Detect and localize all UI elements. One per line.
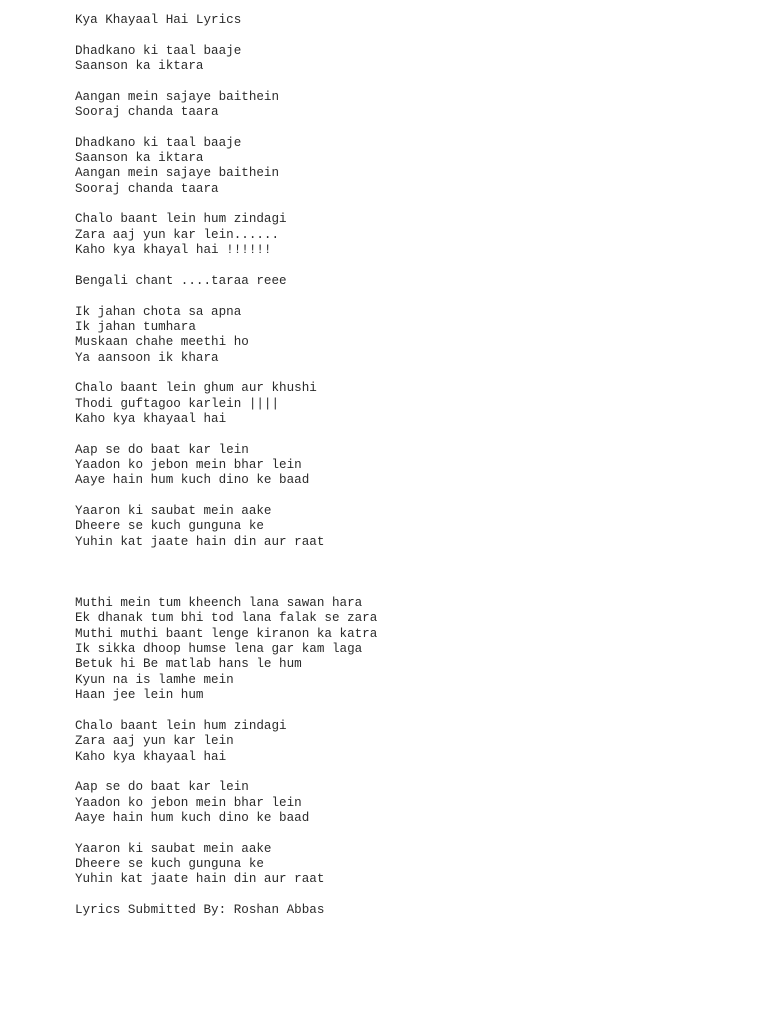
lyric-line: Ik sikka dhoop humse lena gar kam laga	[75, 642, 363, 657]
lyric-line: Yaaron ki saubat mein aake	[75, 504, 272, 518]
lyric-line: Sooraj chanda taara	[75, 105, 219, 120]
lyric-line: Ik jahan tumhara	[75, 319, 196, 334]
lyric-line: Kaho kya khayal hai !!!!!!	[75, 243, 272, 258]
blank-line	[75, 120, 768, 135]
lyric-line: Aaye hain hum kuch dino ke baad	[75, 810, 310, 825]
lyric-line: Betuk hi Be matlab hans le hum	[75, 657, 302, 672]
lyric-line: Yuhin kat jaate hain din aur raat	[75, 534, 325, 549]
blank-line	[75, 550, 768, 565]
lyric-line: Haan jee lein hum	[75, 688, 204, 703]
lyric-line: Ek dhanak tum bhi tod lana falak se zara	[75, 611, 378, 626]
lyric-line: Yuhin kat jaate hain din aur raat	[75, 872, 325, 887]
lyric-line: Dhadkano ki taal baaje	[75, 135, 242, 150]
lyric-line: Ik jahan chota sa apna	[75, 304, 242, 319]
blank-line	[75, 289, 768, 304]
blank-line	[75, 581, 768, 596]
lyric-line: Yaadon ko jebon mein bhar lein	[75, 457, 302, 472]
blank-line	[75, 366, 768, 381]
lyric-line: Dheere se kuch gunguna ke	[75, 856, 264, 871]
blank-line	[75, 703, 768, 718]
lyric-line: Aap se do baat kar lein	[75, 442, 249, 457]
blank-line	[75, 565, 768, 580]
blank-line	[75, 259, 768, 274]
lyric-line: Muskaan chahe meethi ho	[75, 335, 249, 350]
lyric-line: Lyrics Submitted By: Roshan Abbas	[75, 902, 325, 917]
blank-line	[75, 826, 768, 841]
blank-line	[75, 74, 768, 89]
lyric-line: Bengali chant ....taraa reee	[75, 273, 287, 288]
lyric-line: Dheere se kuch gunguna ke	[75, 519, 264, 534]
lyric-line: Kyun na is lamhe mein	[75, 672, 234, 687]
lyric-line: Saanson ka iktara	[75, 59, 204, 74]
lyric-line: Aangan mein sajaye baithein	[75, 89, 280, 104]
blank-line	[75, 489, 768, 504]
lyric-line: Ya aansoon ik khara	[75, 350, 219, 365]
lyric-line: Muthi muthi baant lenge kiranon ka katra	[75, 626, 378, 641]
lyric-line: Chalo baant lein hum zindagi	[75, 212, 287, 227]
blank-line	[75, 197, 768, 212]
blank-line	[75, 888, 768, 903]
lyric-line: Kaho kya khayaal hai	[75, 411, 227, 426]
lyric-line: Yaaron ki saubat mein aake	[75, 841, 272, 856]
blank-line	[75, 28, 768, 43]
lyric-line: Thodi guftagoo karlein ||||	[75, 396, 280, 411]
document-title: Kya Khayaal Hai Lyrics	[75, 13, 242, 27]
lyric-line: Dhadkano ki taal baaje	[75, 43, 242, 58]
lyric-line: Chalo baant lein ghum aur khushi	[75, 381, 317, 396]
lyric-line: Saanson ka iktara	[75, 151, 204, 166]
lyric-line: Kaho kya khayaal hai	[75, 749, 227, 764]
lyric-line: Yaadon ko jebon mein bhar lein	[75, 795, 302, 810]
lyric-line: Sooraj chanda taara	[75, 181, 219, 196]
lyric-line: Aangan mein sajaye baithein	[75, 166, 280, 181]
lyric-line: Aap se do baat kar lein	[75, 780, 249, 795]
lyrics-body	[75, 13, 768, 918]
lyric-line: Muthi mein tum kheench lana sawan hara	[75, 596, 363, 611]
lyric-line: Zara aaj yun kar lein......	[75, 227, 280, 242]
blank-line	[75, 427, 768, 442]
lyric-line: Aaye hain hum kuch dino ke baad	[75, 473, 310, 488]
blank-line	[75, 765, 768, 780]
lyric-line: Zara aaj yun kar lein	[75, 734, 234, 749]
lyric-line: Chalo baant lein hum zindagi	[75, 718, 287, 733]
